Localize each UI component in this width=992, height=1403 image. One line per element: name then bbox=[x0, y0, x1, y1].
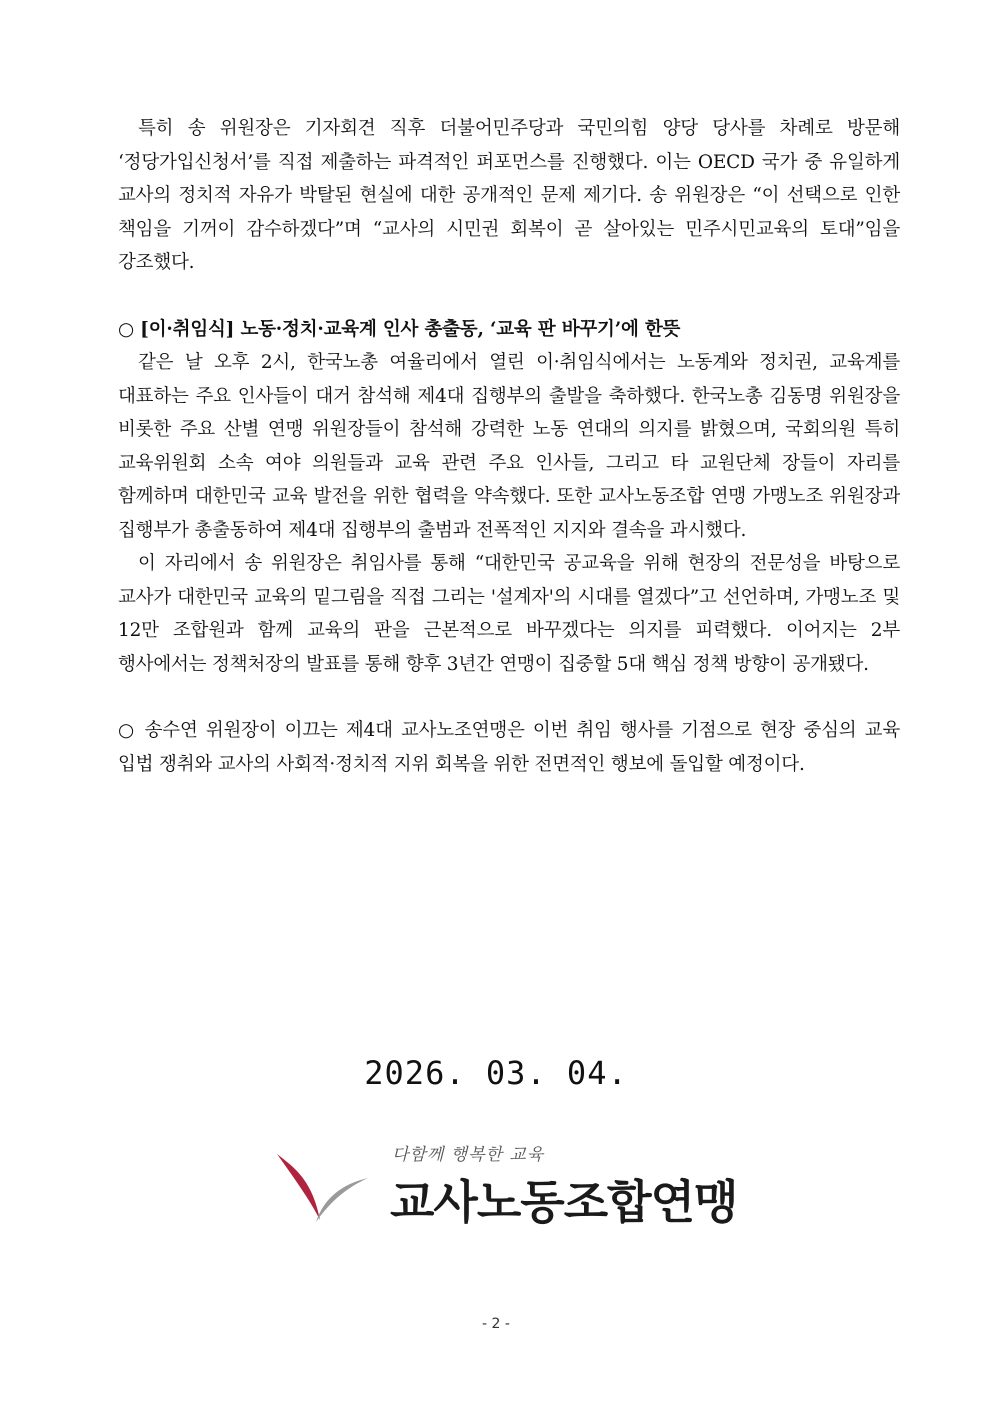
union-logo bbox=[272, 1140, 742, 1230]
paragraph-inauguration-attendees: 같은 날 오후 2시, 한국노총 여율리에서 열린 이·취임식에서는 노동계와 정치권, 교육계를 대표하는 주요 인사들이 대거 참석해 제4대 집행부의 출발을 축하했다. 한국노총 김동명 위원장을 비롯한 주요 산별 연맹 위원장들이 참석해 강력한 노동 연대의 의지를 밝혔으며, 국회의원 특히 교육위원회 소속 여야 의원들과 교육 관련 주요 인사들, 그리고 타 교원단체 장들이 자리를 함께하며 대한민국 교육 발전을 위한 협력을 약속했다. 또한 교사노동조합 연맹 가맹노조 위원장과 집행부가 총출동하여 제4대 집행부의 출범과 전폭적인 지지와 결속을 과시했다. bbox=[118, 352, 900, 541]
document-body bbox=[118, 112, 900, 781]
paragraph-party-membership: 특히 송 위원장은 기자회견 직후 더불어민주당과 국민의힘 양당 당사를 차례로 방문해 ‘정당가입신청서’를 직접 제출하는 파격적인 퍼포먼스를 진행했다. 이는 OECD 국가 중 유일하게 교사의 정치적 자유가 박탈된 현실에 대한 공개적인 문제 제기다. 송 위원장은 “이 선택으로 인한 책임을 기꺼이 감수하겠다”며 “교사의 시민권 회복이 곧 살아있는 민주시민교육의 토대”임을 강조했다. bbox=[118, 118, 900, 273]
page-number: - 2 - bbox=[482, 1316, 510, 1332]
logo-swoosh-icon bbox=[272, 1148, 382, 1228]
section-heading-inauguration: ○ [이·취임식] 노동·정치·교육계 인사 총출동, ‘교육 판 바꾸기’에 한뜻 bbox=[118, 318, 681, 340]
paragraph-gap bbox=[118, 280, 900, 313]
paragraph-conclusion: ○ 송수연 위원장이 이끄는 제4대 교사노조연맹은 이번 취임 행사를 기점으로 현장 중심의 교육 입법 쟁취와 교사의 사회적·정치적 지위 회복을 위한 전면적인 행보에 돌입할 예정이다. bbox=[118, 720, 900, 775]
logo-slogan: 다함께 행복한 교육 bbox=[392, 1145, 545, 1165]
paragraph-inaugural-speech: 이 자리에서 송 위원장은 취임사를 통해 “대한민국 공교육을 위해 현장의 전문성을 바탕으로 교사가 대한민국 교육의 밑그림을 직접 그리는 '설계자'의 시대를 열겠다”고 선언하며, 가맹노조 및 12만 조합원과 함께 교육의 판을 근본적으로 바꾸겠다는 의지를 피력했다. 이어지는 2부 행사에서는 정책처장의 발표를 통해 향후 3년간 연맹이 집중할 5대 핵심 정책 방향이 공개됐다. bbox=[118, 553, 900, 675]
logo-organization-name: 교사노동조합연맹 bbox=[390, 1175, 738, 1229]
paragraph-gap bbox=[118, 681, 900, 714]
document-date: 2026. 03. 04. bbox=[364, 1054, 628, 1092]
